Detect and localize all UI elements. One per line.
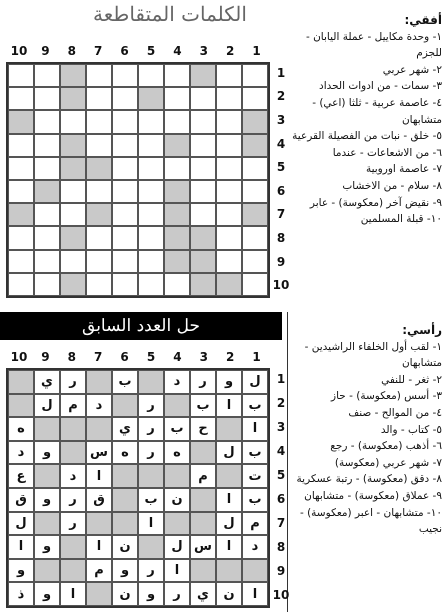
solution-cell bbox=[138, 535, 164, 559]
solution-cell bbox=[60, 417, 86, 441]
row-number: 6 bbox=[276, 183, 286, 198]
solution-cell bbox=[190, 512, 216, 536]
puzzle-cell[interactable] bbox=[112, 110, 138, 133]
solution-cell bbox=[34, 464, 60, 488]
solution-cell: ر bbox=[138, 417, 164, 441]
solution-cell bbox=[86, 582, 112, 606]
puzzle-cell[interactable] bbox=[112, 64, 138, 87]
puzzle-cell[interactable] bbox=[86, 226, 112, 249]
puzzle-cell[interactable] bbox=[216, 203, 242, 226]
solution-cell: ع bbox=[8, 464, 34, 488]
column-number: 1 bbox=[252, 350, 261, 364]
puzzle-cell[interactable] bbox=[86, 110, 112, 133]
row-number: 9 bbox=[276, 254, 286, 269]
solution-cell: ا bbox=[86, 464, 112, 488]
column-number: 7 bbox=[94, 44, 103, 58]
solution-cell: و bbox=[8, 559, 34, 583]
solution-cell: و bbox=[34, 488, 60, 512]
solution-cell: ا bbox=[8, 535, 34, 559]
puzzle-cell[interactable] bbox=[112, 157, 138, 180]
solution-cell bbox=[86, 512, 112, 536]
puzzle-cell[interactable] bbox=[138, 226, 164, 249]
clue-item: ٣- سمات - من ادوات الحداد bbox=[319, 80, 442, 93]
row-number: 5 bbox=[276, 468, 286, 482]
solution-cell: و bbox=[34, 582, 60, 606]
clue-item: ٢- شهر عربي bbox=[382, 63, 442, 76]
puzzle-cell[interactable] bbox=[34, 273, 60, 296]
puzzle-cell[interactable] bbox=[216, 110, 242, 133]
puzzle-column-numbers bbox=[6, 44, 270, 58]
blocked-cell bbox=[60, 226, 86, 249]
puzzle-cell[interactable] bbox=[60, 250, 86, 273]
solution-grid bbox=[6, 368, 270, 608]
solution-cell bbox=[216, 559, 242, 583]
solution-cell: ذ bbox=[8, 582, 34, 606]
column-number: 9 bbox=[41, 44, 50, 58]
row-number: 3 bbox=[276, 113, 286, 127]
blocked-cell bbox=[164, 180, 190, 203]
solution-cell: ل bbox=[34, 394, 60, 418]
solution-cell: ه bbox=[8, 417, 34, 441]
solution-cell: ل bbox=[216, 512, 242, 536]
across-heading: أفقي: bbox=[404, 13, 442, 27]
puzzle-cell[interactable] bbox=[34, 110, 60, 133]
solution-cell: ا bbox=[60, 582, 86, 606]
puzzle-cell[interactable] bbox=[242, 157, 268, 180]
puzzle-cell[interactable] bbox=[138, 273, 164, 296]
puzzle-cell[interactable] bbox=[34, 226, 60, 249]
solution-cell bbox=[138, 370, 164, 394]
puzzle-cell[interactable] bbox=[112, 203, 138, 226]
row-number: 1 bbox=[276, 65, 286, 80]
puzzle-cell[interactable] bbox=[112, 134, 138, 157]
solution-cell: ر bbox=[60, 512, 86, 536]
column-number: 6 bbox=[120, 350, 129, 364]
solution-cell: ن bbox=[216, 582, 242, 606]
row-number: 10 bbox=[272, 278, 290, 293]
blocked-cell bbox=[164, 134, 190, 157]
blocked-cell bbox=[8, 110, 34, 133]
puzzle-cell[interactable] bbox=[86, 87, 112, 110]
solution-cell bbox=[60, 559, 86, 583]
blocked-cell bbox=[60, 134, 86, 157]
blocked-cell bbox=[190, 273, 216, 296]
row-number: 4 bbox=[276, 136, 286, 151]
solution-cell: د bbox=[242, 535, 268, 559]
solution-cell bbox=[34, 417, 60, 441]
solution-cell: ر bbox=[138, 441, 164, 465]
column-number: 4 bbox=[173, 44, 182, 58]
puzzle-cell[interactable] bbox=[8, 134, 34, 157]
column-number: 2 bbox=[226, 44, 235, 58]
column-number: 2 bbox=[226, 350, 235, 364]
row-number: 7 bbox=[276, 207, 286, 222]
clue-item: ٧- شهر عربي (معكوسة) bbox=[334, 456, 442, 469]
column-number: 8 bbox=[67, 350, 76, 364]
solution-cell bbox=[190, 441, 216, 465]
solution-cell: ر bbox=[138, 559, 164, 583]
puzzle-cell[interactable] bbox=[34, 203, 60, 226]
clue-item: ٥- خلق - نبات من الفصيلة القرعية bbox=[292, 130, 442, 143]
solution-cell: ر bbox=[60, 488, 86, 512]
puzzle-cell[interactable] bbox=[34, 134, 60, 157]
column-number: 7 bbox=[94, 350, 103, 364]
blocked-cell bbox=[60, 157, 86, 180]
solution-cell: ا bbox=[164, 559, 190, 583]
solution-cell: و bbox=[138, 582, 164, 606]
clue-item: ٤- من الموالح - صنف bbox=[348, 406, 442, 419]
puzzle-cell[interactable] bbox=[138, 134, 164, 157]
puzzle-cell[interactable] bbox=[164, 64, 190, 87]
puzzle-cell[interactable] bbox=[216, 87, 242, 110]
row-number: 9 bbox=[276, 564, 286, 578]
solution-cell bbox=[8, 370, 34, 394]
puzzle-cell[interactable] bbox=[86, 64, 112, 87]
puzzle-cell[interactable] bbox=[86, 134, 112, 157]
solution-cell: د bbox=[164, 370, 190, 394]
solution-cell: م bbox=[60, 394, 86, 418]
solution-cell bbox=[216, 417, 242, 441]
solution-cell: ا bbox=[138, 512, 164, 536]
column-number: 10 bbox=[10, 350, 28, 364]
puzzle-cell[interactable] bbox=[164, 87, 190, 110]
solution-cell: ب bbox=[242, 394, 268, 418]
solution-cell: ب bbox=[242, 441, 268, 465]
blocked-cell bbox=[34, 180, 60, 203]
clue-item: ٨- دقق (معكوسة) - رتبة عسكرية bbox=[296, 473, 442, 486]
puzzle-cell[interactable] bbox=[8, 226, 34, 249]
clue-item: ٥- كتاب - والد bbox=[380, 423, 442, 436]
solution-cell bbox=[112, 464, 138, 488]
solution-cell: د bbox=[8, 441, 34, 465]
clue-item: ٩- نقيض آخر (معكوسة) - عابر bbox=[309, 196, 442, 209]
solution-cell: ي bbox=[190, 582, 216, 606]
down-clues bbox=[292, 322, 442, 612]
solution-cell: د bbox=[60, 464, 86, 488]
solution-cell bbox=[60, 535, 86, 559]
blocked-cell bbox=[190, 250, 216, 273]
column-number: 8 bbox=[67, 44, 76, 58]
solution-cell: و bbox=[216, 370, 242, 394]
solution-cell: ر bbox=[190, 370, 216, 394]
blocked-cell bbox=[164, 250, 190, 273]
puzzle-cell[interactable] bbox=[138, 250, 164, 273]
puzzle-cell[interactable] bbox=[60, 110, 86, 133]
solution-cell: ب bbox=[190, 394, 216, 418]
solution-cell: ن bbox=[112, 535, 138, 559]
clue-item: ٤- عاصمة عربية - ثلثا (اعي) - متشابهان bbox=[312, 96, 442, 126]
row-number: 8 bbox=[276, 231, 286, 245]
blocked-cell bbox=[86, 203, 112, 226]
solution-cell: ا bbox=[216, 535, 242, 559]
solution-cell: ه bbox=[112, 441, 138, 465]
column-number: 3 bbox=[199, 44, 208, 58]
column-number: 4 bbox=[173, 350, 182, 364]
puzzle-cell[interactable] bbox=[216, 134, 242, 157]
puzzle-cell[interactable] bbox=[86, 250, 112, 273]
puzzle-cell[interactable] bbox=[86, 273, 112, 296]
puzzle-cell[interactable] bbox=[112, 273, 138, 296]
solution-cell: ل bbox=[216, 441, 242, 465]
column-number: 5 bbox=[146, 44, 156, 58]
solution-cell: ب bbox=[138, 488, 164, 512]
puzzle-cell[interactable] bbox=[8, 180, 34, 203]
row-number: 10 bbox=[272, 588, 290, 602]
solution-cell: س bbox=[190, 535, 216, 559]
solution-cell: و bbox=[34, 441, 60, 465]
puzzle-cell[interactable] bbox=[138, 157, 164, 180]
row-number: 2 bbox=[276, 89, 286, 104]
solution-cell: ا bbox=[242, 417, 268, 441]
puzzle-cell[interactable] bbox=[190, 87, 216, 110]
puzzle-cell[interactable] bbox=[34, 157, 60, 180]
puzzle-cell[interactable] bbox=[8, 273, 34, 296]
blocked-cell bbox=[164, 226, 190, 249]
blocked-cell bbox=[138, 87, 164, 110]
blocked-cell bbox=[60, 273, 86, 296]
clue-item: ٢- ثغر - للنفي bbox=[381, 373, 442, 386]
puzzle-cell[interactable] bbox=[242, 226, 268, 249]
puzzle-cell[interactable] bbox=[164, 273, 190, 296]
puzzle-cell[interactable] bbox=[242, 273, 268, 296]
puzzle-cell[interactable] bbox=[216, 180, 242, 203]
puzzle-cell[interactable] bbox=[8, 87, 34, 110]
puzzle-cell[interactable] bbox=[112, 226, 138, 249]
puzzle-cell[interactable] bbox=[242, 250, 268, 273]
puzzle-cell[interactable] bbox=[60, 180, 86, 203]
solution-row-numbers bbox=[272, 368, 290, 608]
solution-cell: ا bbox=[86, 535, 112, 559]
solution-cell bbox=[112, 394, 138, 418]
column-number: 9 bbox=[41, 350, 50, 364]
puzzle-cell[interactable] bbox=[242, 180, 268, 203]
clue-item: ١٠- قبلة المسلمين bbox=[360, 213, 442, 226]
clue-item: ٦- من الاشعاعات - عندما bbox=[332, 146, 442, 159]
blocked-cell bbox=[86, 157, 112, 180]
row-number: 8 bbox=[276, 540, 286, 554]
solution-cell bbox=[112, 512, 138, 536]
puzzle-cell[interactable] bbox=[216, 64, 242, 87]
blocked-cell bbox=[242, 203, 268, 226]
puzzle-grid[interactable] bbox=[6, 62, 270, 298]
solution-cell: ي bbox=[112, 417, 138, 441]
solution-cell: ب bbox=[112, 370, 138, 394]
solution-cell: ق bbox=[86, 488, 112, 512]
solution-cell: ر bbox=[164, 582, 190, 606]
solution-cell: م bbox=[242, 512, 268, 536]
solution-cell bbox=[60, 441, 86, 465]
solution-cell bbox=[164, 464, 190, 488]
puzzle-cell[interactable] bbox=[138, 110, 164, 133]
column-number: 1 bbox=[252, 44, 261, 58]
solution-cell bbox=[34, 559, 60, 583]
column-number: 5 bbox=[146, 350, 156, 364]
solution-cell: ت bbox=[242, 464, 268, 488]
puzzle-cell[interactable] bbox=[164, 110, 190, 133]
blocked-cell bbox=[60, 64, 86, 87]
solution-cell bbox=[8, 394, 34, 418]
solution-cell: ر bbox=[60, 370, 86, 394]
puzzle-cell[interactable] bbox=[138, 64, 164, 87]
row-number: 3 bbox=[276, 420, 286, 434]
blocked-cell bbox=[190, 226, 216, 249]
puzzle-title: الكلمات المتقاطعة bbox=[93, 2, 247, 26]
clue-item: ١٠- متشابهان - اعبر (معكوسة) - نجيب bbox=[299, 506, 442, 536]
column-number: 6 bbox=[120, 44, 129, 58]
solution-cell: و bbox=[112, 559, 138, 583]
solution-cell: س bbox=[86, 441, 112, 465]
puzzle-cell[interactable] bbox=[8, 250, 34, 273]
solution-cell: ن bbox=[112, 582, 138, 606]
solution-cell: ل bbox=[8, 512, 34, 536]
puzzle-cell[interactable] bbox=[216, 250, 242, 273]
puzzle-cell[interactable] bbox=[112, 250, 138, 273]
solution-cell bbox=[34, 512, 60, 536]
puzzle-cell[interactable] bbox=[190, 134, 216, 157]
solution-cell: د bbox=[86, 394, 112, 418]
solution-cell: ل bbox=[164, 535, 190, 559]
puzzle-cell[interactable] bbox=[190, 203, 216, 226]
puzzle-cell[interactable] bbox=[242, 87, 268, 110]
blocked-cell bbox=[60, 87, 86, 110]
puzzle-row-numbers bbox=[272, 62, 290, 298]
clue-item: ١- لقب أول الخلفاء الراشيدين - متشابهان bbox=[304, 340, 442, 370]
solution-cell bbox=[112, 488, 138, 512]
puzzle-cell[interactable] bbox=[164, 157, 190, 180]
clue-item: ٦- أذهب (معكوسة) - رجع bbox=[330, 440, 442, 453]
blocked-cell bbox=[8, 203, 34, 226]
clue-item: ٨- سلام - من الاخشاب bbox=[342, 179, 442, 192]
row-number: 5 bbox=[276, 160, 286, 175]
row-number: 4 bbox=[276, 444, 286, 458]
solution-cell: ر bbox=[138, 394, 164, 418]
clue-item: ٣- أسس (معكوسة) - حاز bbox=[331, 390, 442, 403]
solution-cell bbox=[242, 559, 268, 583]
solution-column-numbers bbox=[6, 350, 270, 364]
solution-cell bbox=[86, 370, 112, 394]
down-heading: رأسي: bbox=[402, 323, 442, 337]
solution-cell bbox=[138, 464, 164, 488]
puzzle-cell[interactable] bbox=[190, 110, 216, 133]
solution-cell: م bbox=[190, 464, 216, 488]
solution-cell bbox=[164, 394, 190, 418]
blocked-cell bbox=[242, 110, 268, 133]
solution-cell bbox=[164, 512, 190, 536]
solution-title: حل العدد السابق bbox=[0, 312, 282, 340]
puzzle-cell[interactable] bbox=[138, 180, 164, 203]
blocked-cell bbox=[216, 273, 242, 296]
puzzle-cell[interactable] bbox=[34, 250, 60, 273]
clue-item: ١- وحدة مكاييل - عملة اليابان - للجزم bbox=[305, 30, 442, 60]
puzzle-cell[interactable] bbox=[138, 203, 164, 226]
solution-cell bbox=[216, 464, 242, 488]
solution-cell: ه bbox=[164, 441, 190, 465]
puzzle-cell[interactable] bbox=[216, 226, 242, 249]
solution-cell: و bbox=[34, 535, 60, 559]
puzzle-cell[interactable] bbox=[112, 87, 138, 110]
puzzle-cell[interactable] bbox=[216, 157, 242, 180]
solution-cell bbox=[190, 488, 216, 512]
puzzle-cell[interactable] bbox=[8, 64, 34, 87]
column-number: 10 bbox=[10, 44, 28, 58]
puzzle-cell[interactable] bbox=[242, 64, 268, 87]
solution-cell: ب bbox=[164, 417, 190, 441]
solution-cell: ق bbox=[8, 488, 34, 512]
puzzle-cell[interactable] bbox=[190, 157, 216, 180]
clue-item: ٩- عملاق (معكوسة) - متشابهان bbox=[304, 489, 442, 502]
row-number: 2 bbox=[276, 396, 286, 410]
solution-cell: ب bbox=[242, 488, 268, 512]
solution-cell: م bbox=[86, 559, 112, 583]
blocked-cell bbox=[242, 134, 268, 157]
puzzle-cell[interactable] bbox=[8, 157, 34, 180]
puzzle-cell[interactable] bbox=[86, 180, 112, 203]
across-clues bbox=[292, 12, 442, 302]
solution-cell: ل bbox=[242, 370, 268, 394]
solution-cell: ا bbox=[216, 394, 242, 418]
solution-cell: ا bbox=[242, 582, 268, 606]
column-number: 3 bbox=[199, 350, 208, 364]
row-number: 7 bbox=[276, 516, 286, 530]
row-number: 1 bbox=[276, 372, 286, 386]
solution-cell: ح bbox=[190, 417, 216, 441]
puzzle-cell[interactable] bbox=[112, 180, 138, 203]
puzzle-cell[interactable] bbox=[190, 180, 216, 203]
solution-cell: ي bbox=[34, 370, 60, 394]
solution-cell: ا bbox=[216, 488, 242, 512]
clue-item: ٧- عاصمة اوروبية bbox=[365, 163, 442, 176]
puzzle-cell[interactable] bbox=[34, 64, 60, 87]
row-number: 6 bbox=[276, 492, 286, 506]
blocked-cell bbox=[190, 64, 216, 87]
solution-cell: ن bbox=[164, 488, 190, 512]
solution-cell bbox=[190, 559, 216, 583]
puzzle-cell[interactable] bbox=[34, 87, 60, 110]
solution-cell bbox=[86, 417, 112, 441]
puzzle-cell[interactable] bbox=[60, 203, 86, 226]
blocked-cell bbox=[164, 203, 190, 226]
